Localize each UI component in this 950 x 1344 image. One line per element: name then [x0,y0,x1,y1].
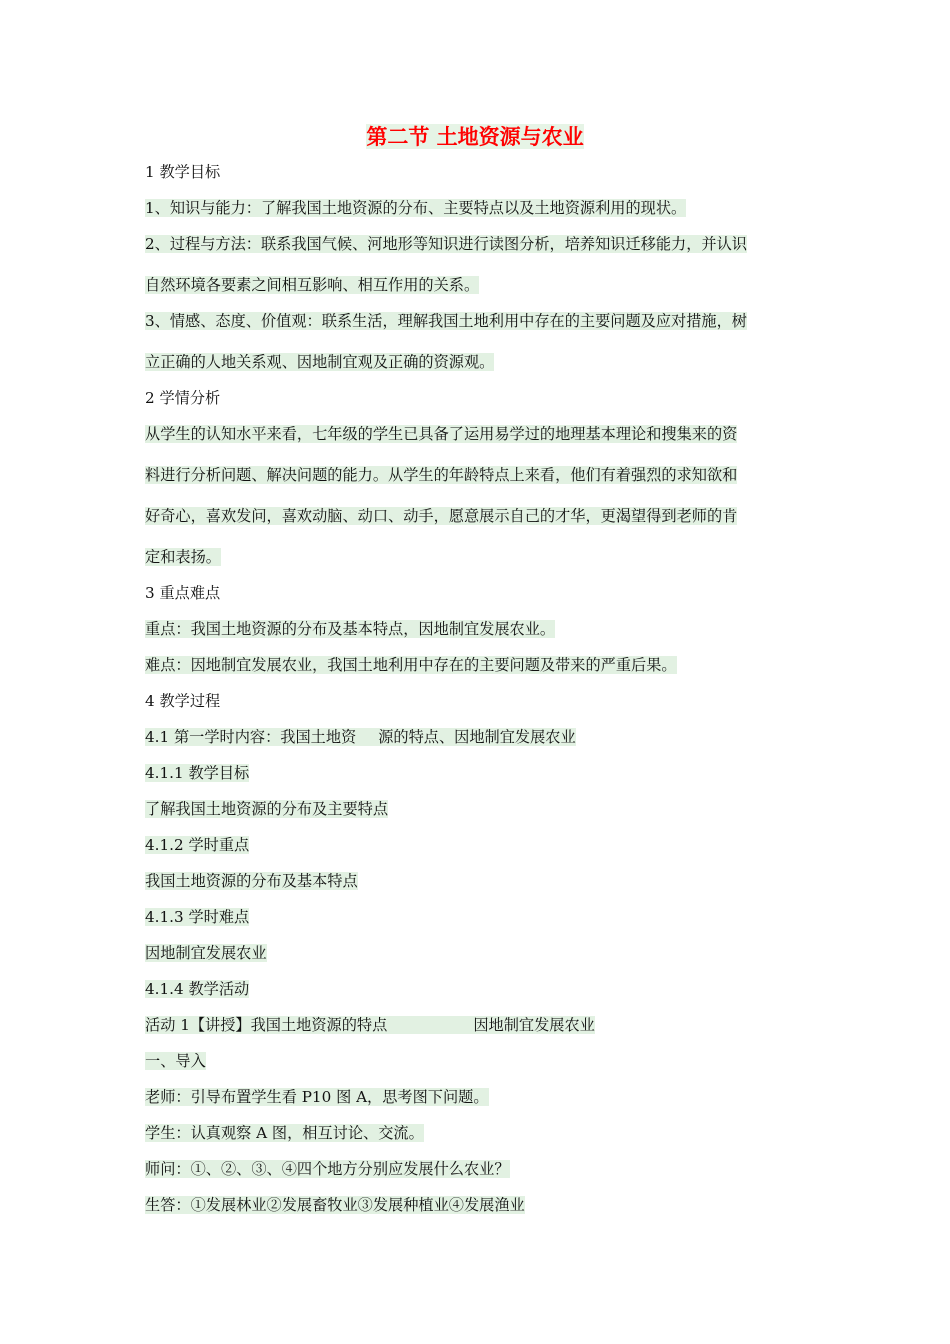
paragraph-text: 重点：我国土地资源的分布及基本特点，因地制宜发展农业。 [145,620,556,638]
text-part: 4.1 第一学时内容：我国土地资 [145,728,357,746]
paragraph-text: 4.1.4 教学活动 [145,980,250,998]
paragraph-text: 4.1.1 教学目标 [145,764,250,782]
paragraph-text: 一、导入 [145,1052,206,1070]
paragraph-text: 我国土地资源的分布及基本特点 [145,872,358,890]
paragraph-text: 2、过程与方法：联系我国气候、河地形等知识进行读图分析，培养知识迁移能力，并认识 [145,235,747,253]
paragraph-text: 自然环境各要素之间相互影响、相互作用的关系。 [145,276,480,294]
paragraph-line [145,905,825,929]
paragraph-line [145,941,825,965]
paragraph-line [145,273,825,297]
paragraph-text [145,1016,595,1034]
paragraph-text: 4.1.2 学时重点 [145,836,250,854]
paragraph-line [145,545,825,569]
paragraph-line [145,422,825,446]
paragraph-text: 料进行分析问题、解决问题的能力。从学生的年龄特点上来看，他们有着强烈的求知欲和 [145,466,738,484]
paragraph-line [145,350,825,374]
paragraph-text: 因地制宜发展农业 [145,944,267,962]
paragraph-line [145,232,825,256]
text-part: 因地制宜发展农业 [473,1016,595,1034]
paragraph-line [145,1013,825,1037]
paragraph-line [145,1157,825,1181]
paragraph-line [145,761,825,785]
text-part: 源的特点、因地制宜发展农业 [378,728,576,746]
paragraph-text: 3、情感、态度、价值观：联系生活，理解我国土地利用中存在的主要问题及应对措施，树 [145,312,747,330]
paragraph-text: 老师：引导布置学生看 P10 图 A，思考图下问题。 [145,1088,489,1106]
paragraph-text: 定和表扬。 [145,548,221,566]
paragraph-line [145,869,825,893]
section-heading-key-points [145,581,825,605]
paragraph-line [145,463,825,487]
paragraph-line [145,833,825,857]
paragraph-line [145,653,825,677]
paragraph-text: 4.1.3 学时难点 [145,908,250,926]
paragraph-line [145,1085,825,1109]
text-part: 活动 1【讲授】我国土地资源的特点 [145,1016,388,1034]
paragraph-text: 立正确的人地关系观、因地制宜观及正确的资源观。 [145,353,495,371]
section-heading-analysis [145,386,825,410]
paragraph-text: 1、知识与能力：了解我国土地资源的分布、主要特点以及土地资源利用的现状。 [145,199,687,217]
paragraph-line [145,977,825,1001]
paragraph-text: 生答：①发展林业②发展畜牧业③发展种植业④发展渔业 [145,1196,525,1214]
paragraph-line [145,1121,825,1145]
document-title [0,121,950,153]
paragraph-text: 从学生的认知水平来看，七年级的学生已具备了运用易学过的地理基本理论和搜集来的资 [145,425,738,443]
paragraph-line [145,309,825,333]
paragraph-line [145,504,825,528]
paragraph-line [145,725,825,749]
paragraph-line [145,617,825,641]
paragraph-line [145,797,825,821]
heading-text: 1 教学目标 [145,163,221,181]
document-title-text: 第二节 土地资源与农业 [366,124,584,149]
section-heading-objectives [145,160,825,184]
paragraph-text: 了解我国土地资源的分布及主要特点 [145,800,388,818]
paragraph-line [145,1193,825,1217]
heading-text: 2 学情分析 [145,389,221,407]
paragraph-text: 师问：①、②、③、④四个地方分别应发展什么农业？ [145,1160,510,1178]
paragraph-text: 学生：认真观察 A 图，相互讨论、交流。 [145,1124,424,1142]
heading-text: 3 重点难点 [145,584,221,602]
heading-text: 4 教学过程 [145,692,221,710]
paragraph-text [145,728,576,746]
paragraph-text: 好奇心，喜欢发问，喜欢动脑、动口、动手，愿意展示自己的才华，更渴望得到老师的肯 [145,507,738,525]
paragraph-line [145,1049,825,1073]
section-heading-process [145,689,825,713]
paragraph-text: 难点：因地制宜发展农业，我国土地利用中存在的主要问题及带来的严重后果。 [145,656,677,674]
paragraph-line [145,196,825,220]
